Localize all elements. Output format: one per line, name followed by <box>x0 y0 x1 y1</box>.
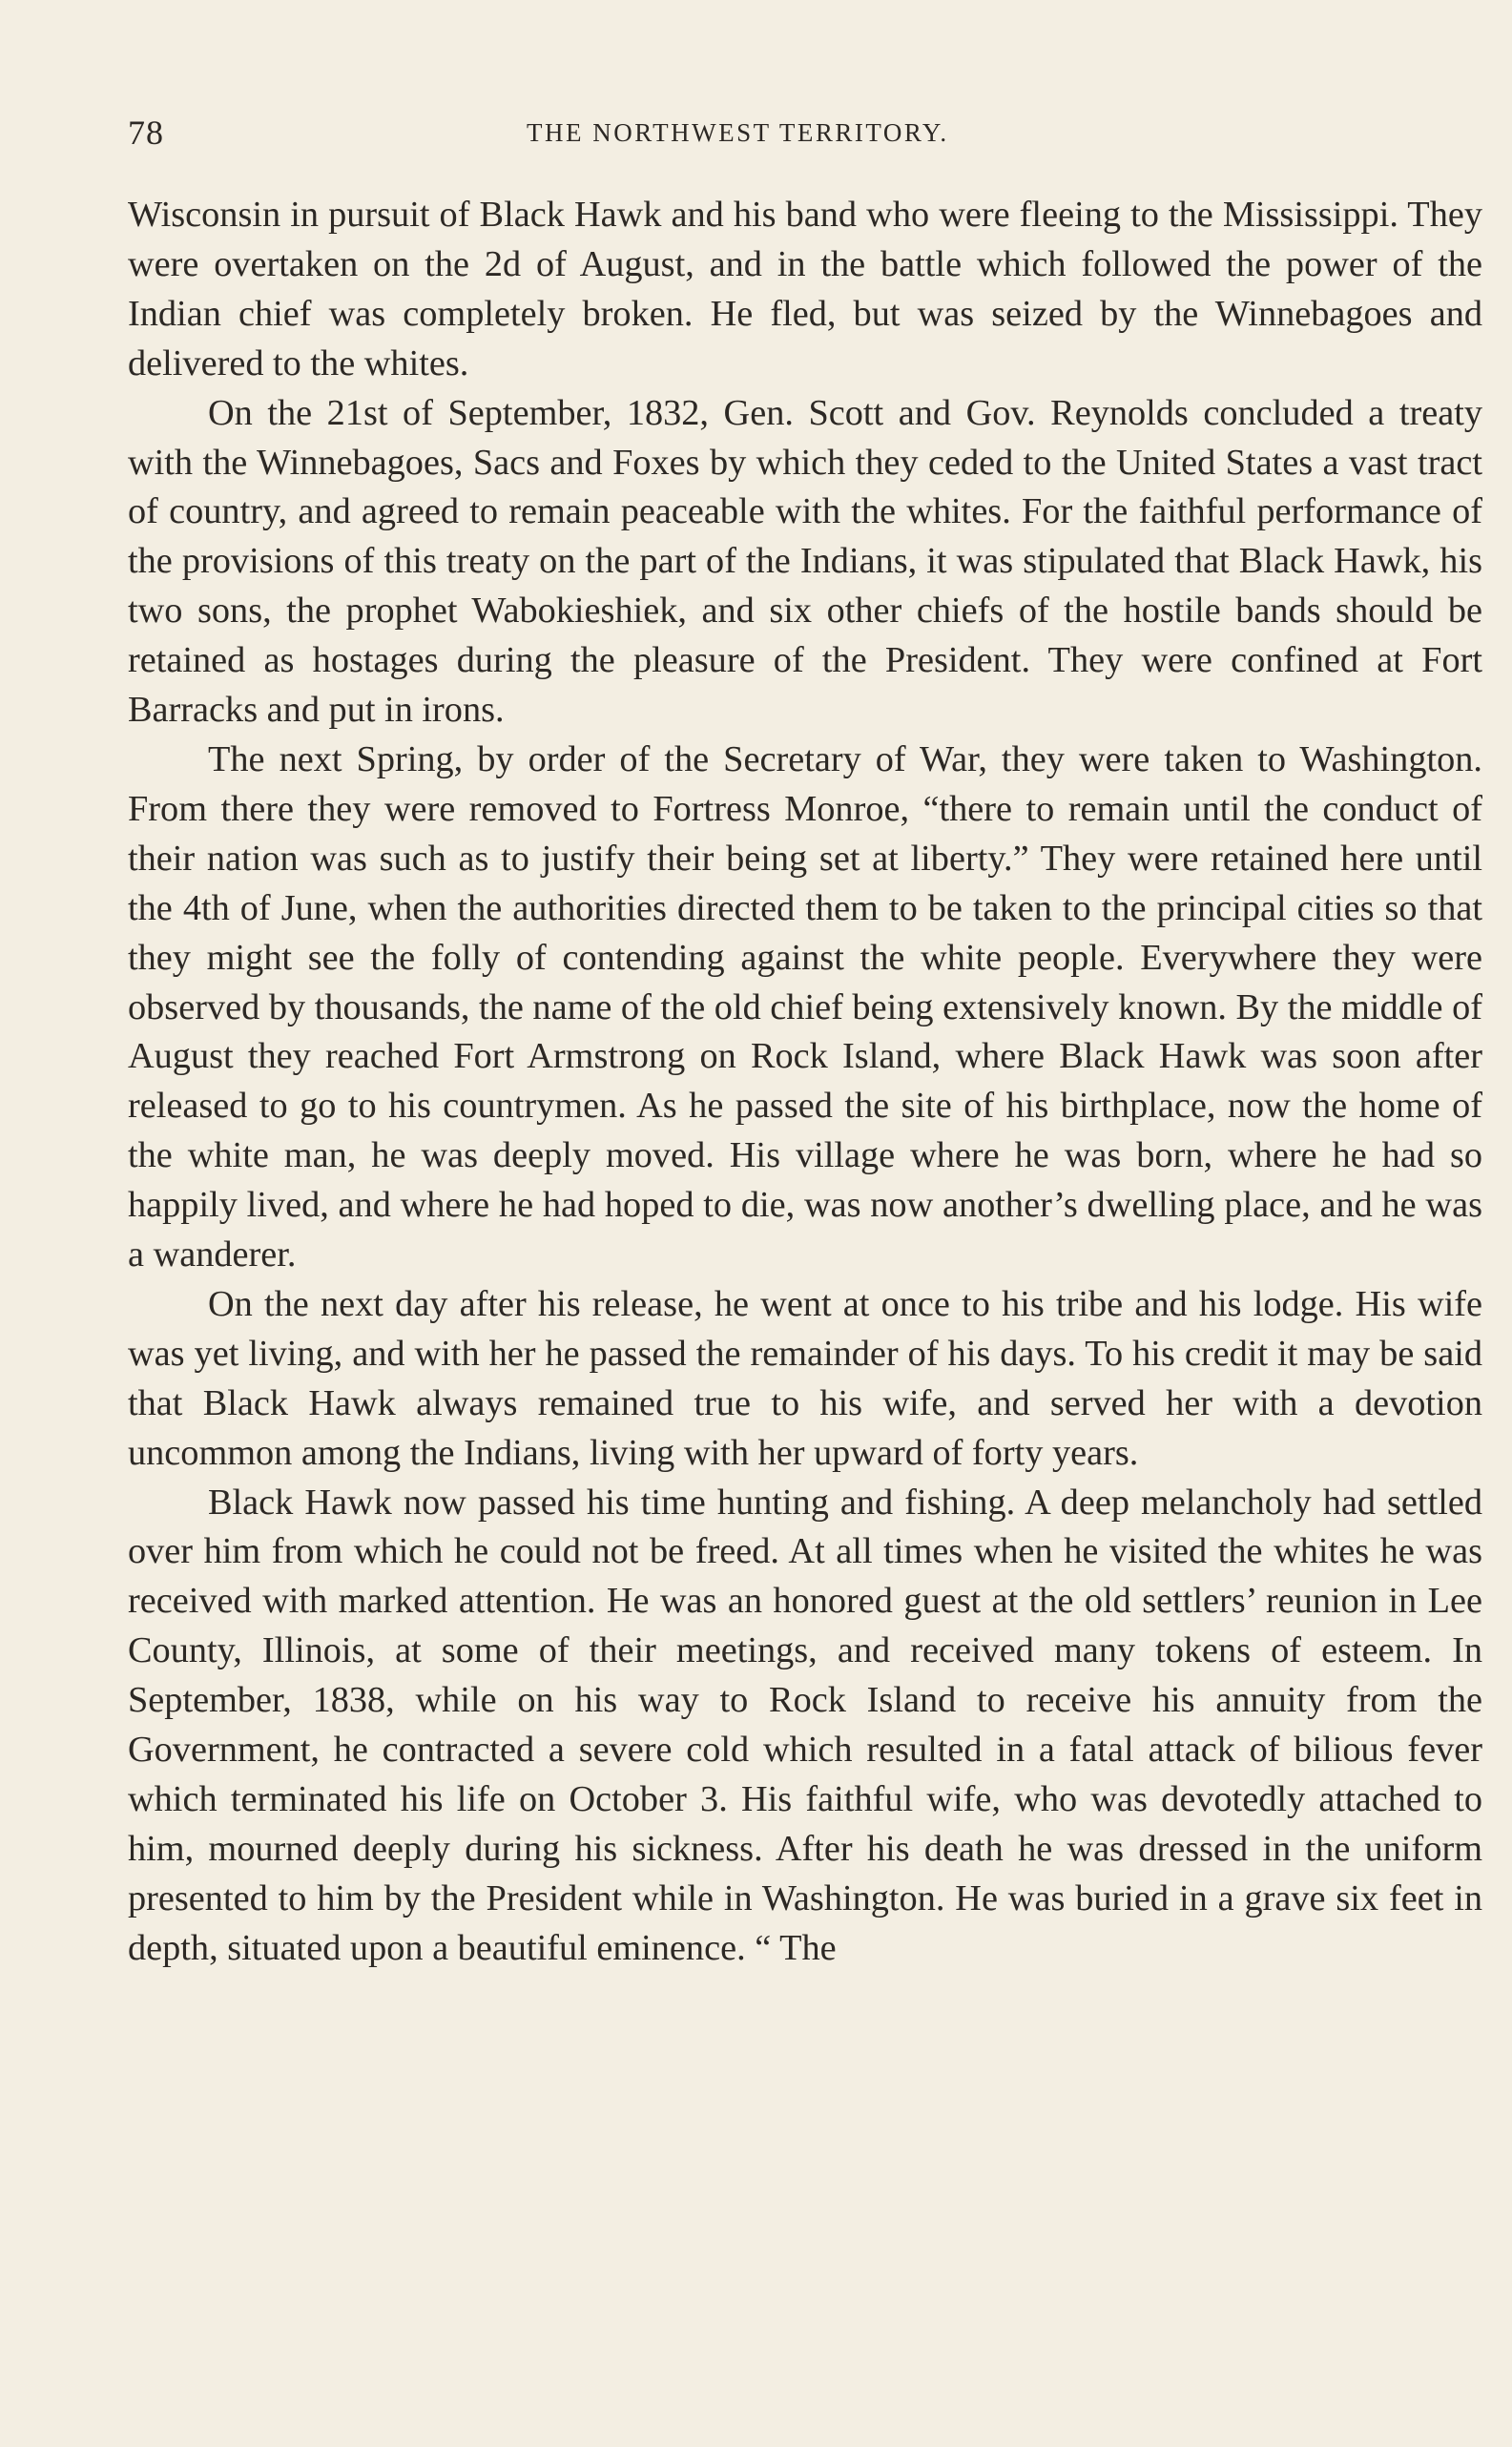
page-header <box>128 113 1482 160</box>
running-head: THE NORTHWEST TERRITORY. <box>527 118 949 147</box>
page-number: 78 <box>128 114 164 152</box>
body-text <box>128 191 1482 1974</box>
paragraph: Wisconsin in pursuit of Black Hawk and his band who were fleeing to the Mississippi. They were overtaken on the 2d of August, and in the battle which followed the power of the Indian chief was completely broken. He fled, but was seized by the Winnebagoes and delivered to the whites. <box>128 195 1482 384</box>
paragraph: The next Spring, by order of the Secretary of War, they were taken to Washington. From there they were removed to Fortress Monroe, “there to remain until the conduct of their nation was such as to justify their being set at liberty.” They were retained here until the 4th of June, when the authorities directed them to be taken to the principal cities so that they might see the folly of contending against the white people. Everywhere they were observed by thousands, the name of the old chief being extensively known. By the middle of August they reached Fort Armstrong on Rock Island, where Black Hawk was soon after released to go to his countrymen. As he passed the site of his birthplace, now the home of the white man, he was deeply moved. His village where he was born, where he had so happily lived, and where he had hoped to die, was now another’s dwelling place, and he was a wanderer. <box>128 738 1482 1275</box>
paragraph: On the next day after his release, he went at once to his tribe and his lodge. His wife was yet living, and with her he passed the remainder of his days. To his credit it may be said that Black Hawk always remained true to his wife, and served her with a devotion uncommon among the Indians, living with her upward of forty years. <box>128 1283 1482 1473</box>
paragraph: Black Hawk now passed his time hunting and fishing. A deep melancholy had settled over him from which he could not be freed. At all times when he visited the whites he was received with marked attention. He was an honored guest at the old settlers’ reunion in Lee County, Illinois, at some of their meetings, and received many tokens of esteem. In September, 1838, while on his way to Rock Island to receive his annuity from the Government, he contracted a severe cold which resulted in a fatal attack of bilious fever which terminated his life on October 3. His faithful wife, who was devotedly attached to him, mourned deeply during his sickness. After his death he was dressed in the uniform presented to him by the President while in Washington. He was buried in a grave six feet in depth, situated upon a beautiful eminence. “ The <box>128 1482 1482 1968</box>
paragraph: On the 21st of September, 1832, Gen. Scott and Gov. Reynolds concluded a treaty with the Winnebagoes, Sacs and Foxes by which they ceded to the United States a vast tract of country, and agreed to remain peaceable with the whites. For the faithful performance of the provisions of this treaty on the part of the Indians, it was stipulated that Black Hawk, his two sons, the prophet Wabokieshiek, and six other chiefs of the hostile bands should be retained as hostages during the pleasure of the President. They were confined at Fort Barracks and put in irons. <box>128 392 1482 731</box>
